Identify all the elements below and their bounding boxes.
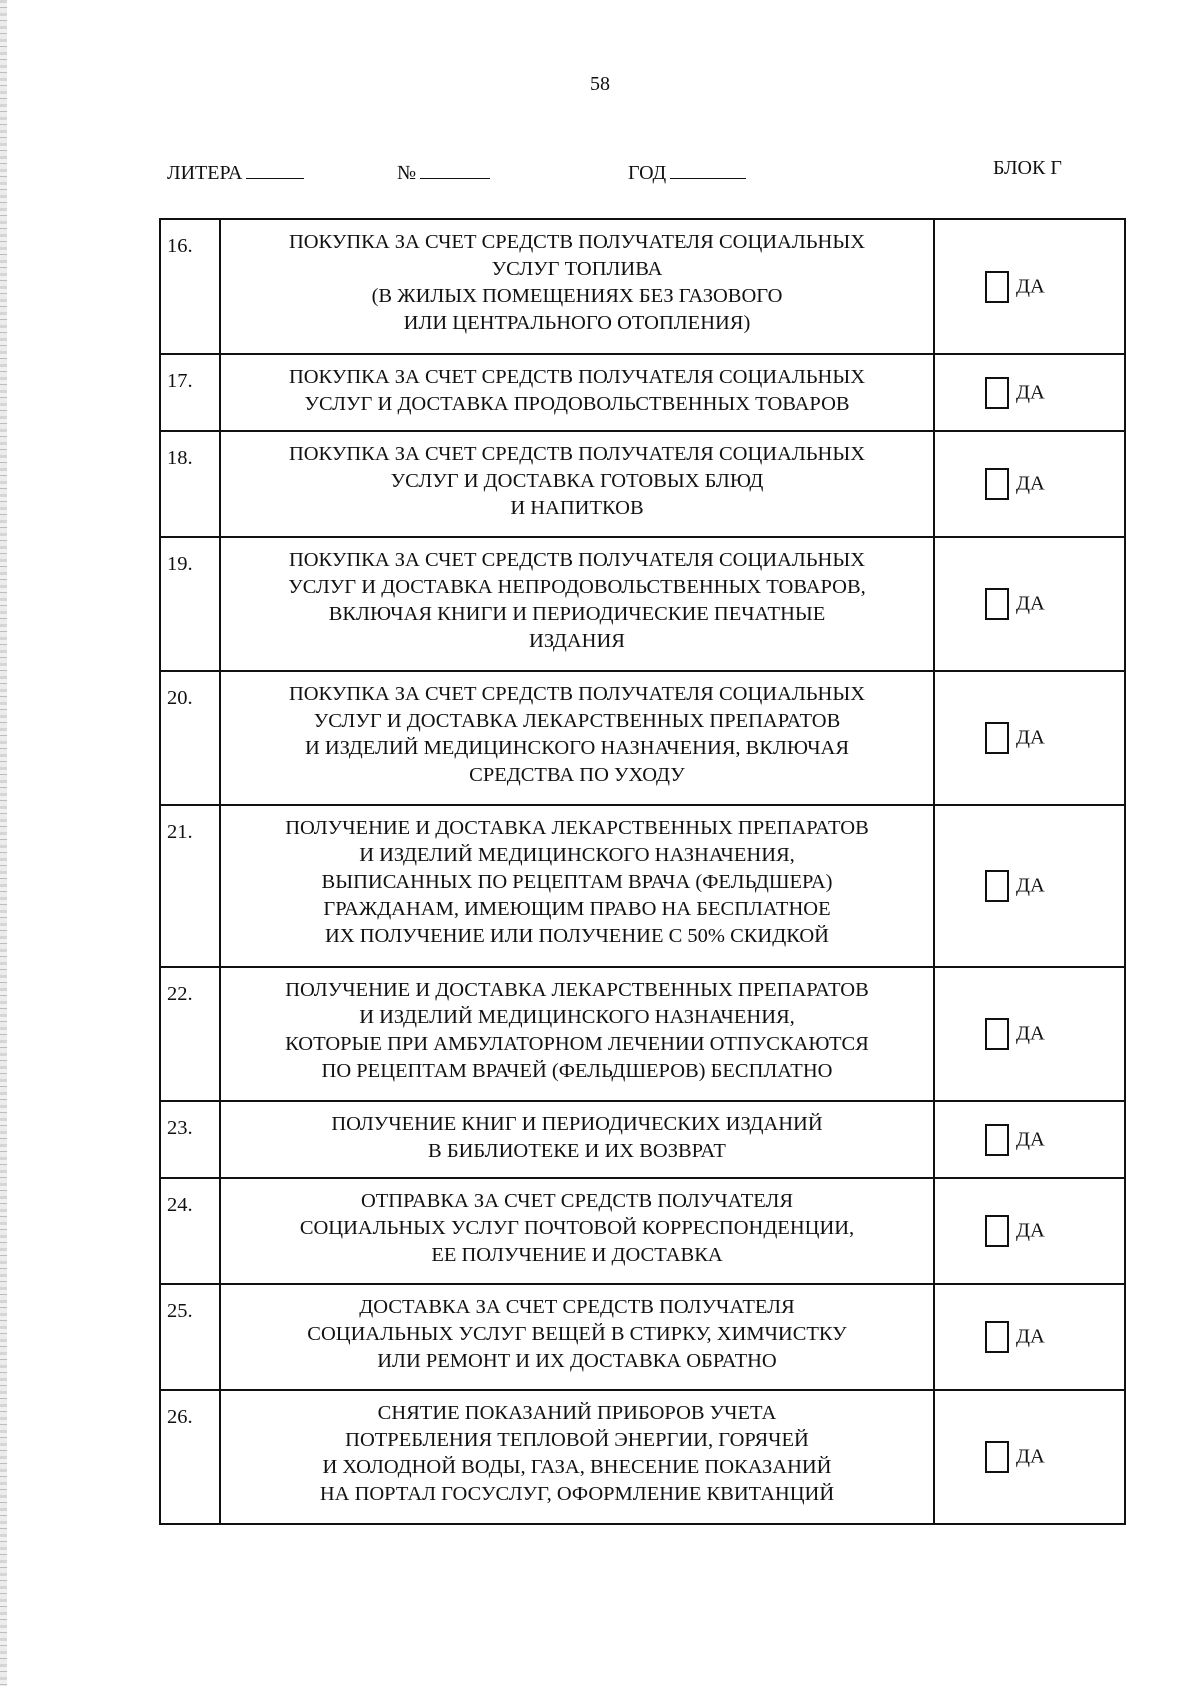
description-line: ПОТРЕБЛЕНИЯ ТЕПЛОВОЙ ЭНЕРГИИ, ГОРЯЧЕЙ bbox=[345, 1429, 809, 1451]
yes-option bbox=[934, 967, 1125, 1101]
table-row bbox=[160, 537, 1125, 671]
description-line: ИЛИ ЦЕНТРАЛЬНОГО ОТОПЛЕНИЯ) bbox=[403, 312, 751, 334]
litera-label: ЛИТЕРА bbox=[167, 162, 243, 184]
description-line: ЕЕ ПОЛУЧЕНИЕ И ДОСТАВКА bbox=[431, 1244, 723, 1266]
service-description bbox=[220, 354, 934, 431]
description-line: НА ПОРТАЛ ГОСУСЛУГ, ОФОРМЛЕНИЕ КВИТАНЦИЙ bbox=[319, 1483, 835, 1505]
yes-option bbox=[934, 671, 1125, 805]
row-number: 18. bbox=[160, 431, 220, 537]
yes-option bbox=[934, 1390, 1125, 1524]
yes-label: ДА bbox=[1016, 472, 1045, 495]
row-number: 19. bbox=[160, 537, 220, 671]
services-table bbox=[159, 218, 1126, 1525]
yes-checkbox[interactable] bbox=[985, 271, 1009, 303]
block-label: БЛОК Г bbox=[993, 157, 1062, 179]
table-row bbox=[160, 1284, 1125, 1390]
yes-option bbox=[934, 1284, 1125, 1390]
row-number: 23. bbox=[160, 1101, 220, 1178]
service-description bbox=[220, 1284, 934, 1390]
yes-checkbox[interactable] bbox=[985, 377, 1009, 409]
yes-checkbox[interactable] bbox=[985, 722, 1009, 754]
description-line: И ИЗДЕЛИЙ МЕДИЦИНСКОГО НАЗНАЧЕНИЯ, ВКЛЮЧАЯ bbox=[304, 737, 850, 759]
row-number: 17. bbox=[160, 354, 220, 431]
service-description bbox=[220, 1178, 934, 1284]
yes-checkbox[interactable] bbox=[985, 468, 1009, 500]
yes-checkbox[interactable] bbox=[985, 588, 1009, 620]
table-row bbox=[160, 431, 1125, 537]
description-line: ПОКУПКА ЗА СЧЕТ СРЕДСТВ ПОЛУЧАТЕЛЯ СОЦИАЛЬНЫХ bbox=[288, 231, 866, 253]
form-header bbox=[0, 157, 1200, 190]
description-line: ПОКУПКА ЗА СЧЕТ СРЕДСТВ ПОЛУЧАТЕЛЯ СОЦИАЛЬНЫХ bbox=[288, 443, 866, 465]
table-row bbox=[160, 967, 1125, 1101]
yes-option bbox=[934, 431, 1125, 537]
description-line: УСЛУГ И ДОСТАВКА НЕПРОДОВОЛЬСТВЕННЫХ ТОВАРОВ, bbox=[288, 576, 866, 598]
yes-label: ДА bbox=[1016, 1325, 1045, 1348]
service-description bbox=[220, 967, 934, 1101]
yes-label: ДА bbox=[1016, 1219, 1045, 1242]
description-line: СНЯТИЕ ПОКАЗАНИЙ ПРИБОРОВ УЧЕТА bbox=[377, 1402, 777, 1424]
yes-label: ДА bbox=[1016, 381, 1045, 403]
description-line: СОЦИАЛЬНЫХ УСЛУГ ПОЧТОВОЙ КОРРЕСПОНДЕНЦИИ, bbox=[299, 1217, 855, 1239]
description-line: ИХ ПОЛУЧЕНИЕ ИЛИ ПОЛУЧЕНИЕ С 50% СКИДКОЙ bbox=[325, 925, 829, 947]
row-number: 25. bbox=[160, 1284, 220, 1390]
yes-label: ДА bbox=[1016, 1128, 1045, 1150]
description-line: ПОКУПКА ЗА СЧЕТ СРЕДСТВ ПОЛУЧАТЕЛЯ СОЦИАЛЬНЫХ bbox=[288, 366, 866, 388]
table-row bbox=[160, 354, 1125, 431]
litera-blank[interactable] bbox=[246, 160, 304, 179]
description-line: ВЫПИСАННЫХ ПО РЕЦЕПТАМ ВРАЧА (ФЕЛЬДШЕРА) bbox=[321, 871, 833, 893]
description-line: ПОЛУЧЕНИЕ КНИГ И ПЕРИОДИЧЕСКИХ ИЗДАНИЙ bbox=[331, 1113, 823, 1135]
description-line: В БИБЛИОТЕКЕ И ИХ ВОЗВРАТ bbox=[428, 1140, 726, 1162]
description-line: УСЛУГ И ДОСТАВКА ГОТОВЫХ БЛЮД bbox=[390, 470, 764, 492]
description-line: УСЛУГ И ДОСТАВКА ЛЕКАРСТВЕННЫХ ПРЕПАРАТОВ bbox=[313, 710, 841, 732]
table-row bbox=[160, 1390, 1125, 1524]
yes-label: ДА bbox=[1016, 874, 1045, 897]
description-line: И НАПИТКОВ bbox=[510, 497, 644, 519]
description-line: ПОКУПКА ЗА СЧЕТ СРЕДСТВ ПОЛУЧАТЕЛЯ СОЦИАЛЬНЫХ bbox=[288, 683, 866, 705]
yes-label: ДА bbox=[1016, 1445, 1045, 1468]
yes-checkbox[interactable] bbox=[985, 1441, 1009, 1473]
description-line: СОЦИАЛЬНЫХ УСЛУГ ВЕЩЕЙ В СТИРКУ, ХИМЧИСТКУ bbox=[307, 1323, 847, 1345]
number-field bbox=[397, 160, 490, 185]
service-description bbox=[220, 805, 934, 967]
description-line: ВКЛЮЧАЯ КНИГИ И ПЕРИОДИЧЕСКИЕ ПЕЧАТНЫЕ bbox=[328, 603, 826, 625]
yes-checkbox[interactable] bbox=[985, 1124, 1009, 1156]
table-row bbox=[160, 805, 1125, 967]
year-blank[interactable] bbox=[670, 160, 746, 179]
service-description bbox=[220, 537, 934, 671]
description-line: УСЛУГ ТОПЛИВА bbox=[491, 258, 663, 280]
description-line: ПОЛУЧЕНИЕ И ДОСТАВКА ЛЕКАРСТВЕННЫХ ПРЕПАРАТОВ bbox=[285, 979, 869, 1001]
yes-label: ДА bbox=[1016, 1022, 1045, 1045]
row-number: 22. bbox=[160, 967, 220, 1101]
row-number: 26. bbox=[160, 1390, 220, 1524]
description-line: ПОЛУЧЕНИЕ И ДОСТАВКА ЛЕКАРСТВЕННЫХ ПРЕПАРАТОВ bbox=[285, 817, 869, 839]
description-line: И ИЗДЕЛИЙ МЕДИЦИНСКОГО НАЗНАЧЕНИЯ, bbox=[359, 1006, 795, 1028]
yes-option bbox=[934, 1178, 1125, 1284]
description-line: ИЗДАНИЯ bbox=[529, 630, 625, 652]
yes-checkbox[interactable] bbox=[985, 870, 1009, 902]
description-line: ГРАЖДАНАМ, ИМЕЮЩИМ ПРАВО НА БЕСПЛАТНОЕ bbox=[323, 898, 831, 920]
description-line: УСЛУГ И ДОСТАВКА ПРОДОВОЛЬСТВЕННЫХ ТОВАРОВ bbox=[304, 393, 850, 415]
service-description bbox=[220, 671, 934, 805]
yes-option bbox=[934, 805, 1125, 967]
year-field bbox=[628, 160, 746, 185]
description-line: КОТОРЫЕ ПРИ АМБУЛАТОРНОМ ЛЕЧЕНИИ ОТПУСКАЮТСЯ bbox=[285, 1033, 869, 1055]
row-number: 16. bbox=[160, 219, 220, 354]
description-line: И ХОЛОДНОЙ ВОДЫ, ГАЗА, ВНЕСЕНИЕ ПОКАЗАНИЙ bbox=[322, 1456, 832, 1478]
description-line: ИЛИ РЕМОНТ И ИХ ДОСТАВКА ОБРАТНО bbox=[377, 1350, 777, 1372]
service-description bbox=[220, 219, 934, 354]
litera-field bbox=[167, 160, 304, 185]
table-row bbox=[160, 1178, 1125, 1284]
yes-option bbox=[934, 354, 1125, 431]
yes-checkbox[interactable] bbox=[985, 1321, 1009, 1353]
yes-option bbox=[934, 537, 1125, 671]
yes-checkbox[interactable] bbox=[985, 1215, 1009, 1247]
row-number: 24. bbox=[160, 1178, 220, 1284]
yes-option bbox=[934, 219, 1125, 354]
table-row bbox=[160, 1101, 1125, 1178]
yes-label: ДА bbox=[1016, 275, 1045, 297]
table-row bbox=[160, 671, 1125, 805]
description-line: ДОСТАВКА ЗА СЧЕТ СРЕДСТВ ПОЛУЧАТЕЛЯ bbox=[359, 1296, 795, 1318]
services-table-body bbox=[160, 219, 1125, 1524]
page-number: 58 bbox=[590, 73, 610, 95]
service-description bbox=[220, 1390, 934, 1524]
yes-option bbox=[934, 1101, 1125, 1178]
description-line: ПО РЕЦЕПТАМ ВРАЧЕЙ (ФЕЛЬДШЕРОВ) БЕСПЛАТНО bbox=[321, 1060, 833, 1082]
scan-edge bbox=[0, 0, 7, 1686]
row-number: 21. bbox=[160, 805, 220, 967]
description-line: И ИЗДЕЛИЙ МЕДИЦИНСКОГО НАЗНАЧЕНИЯ, bbox=[359, 844, 795, 866]
number-label: № bbox=[397, 162, 417, 184]
service-description bbox=[220, 1101, 934, 1178]
number-blank[interactable] bbox=[420, 160, 490, 179]
description-line: ОТПРАВКА ЗА СЧЕТ СРЕДСТВ ПОЛУЧАТЕЛЯ bbox=[360, 1190, 794, 1212]
description-line: (В ЖИЛЫХ ПОМЕЩЕНИЯХ БЕЗ ГАЗОВОГО bbox=[371, 285, 783, 307]
description-line: СРЕДСТВА ПО УХОДУ bbox=[469, 764, 685, 786]
yes-label: ДА bbox=[1016, 726, 1045, 749]
description-line: ПОКУПКА ЗА СЧЕТ СРЕДСТВ ПОЛУЧАТЕЛЯ СОЦИАЛЬНЫХ bbox=[288, 549, 866, 571]
service-description bbox=[220, 431, 934, 537]
year-label: ГОД bbox=[628, 162, 667, 184]
yes-label: ДА bbox=[1016, 592, 1045, 615]
row-number: 20. bbox=[160, 671, 220, 805]
table-row bbox=[160, 219, 1125, 354]
yes-checkbox[interactable] bbox=[985, 1018, 1009, 1050]
